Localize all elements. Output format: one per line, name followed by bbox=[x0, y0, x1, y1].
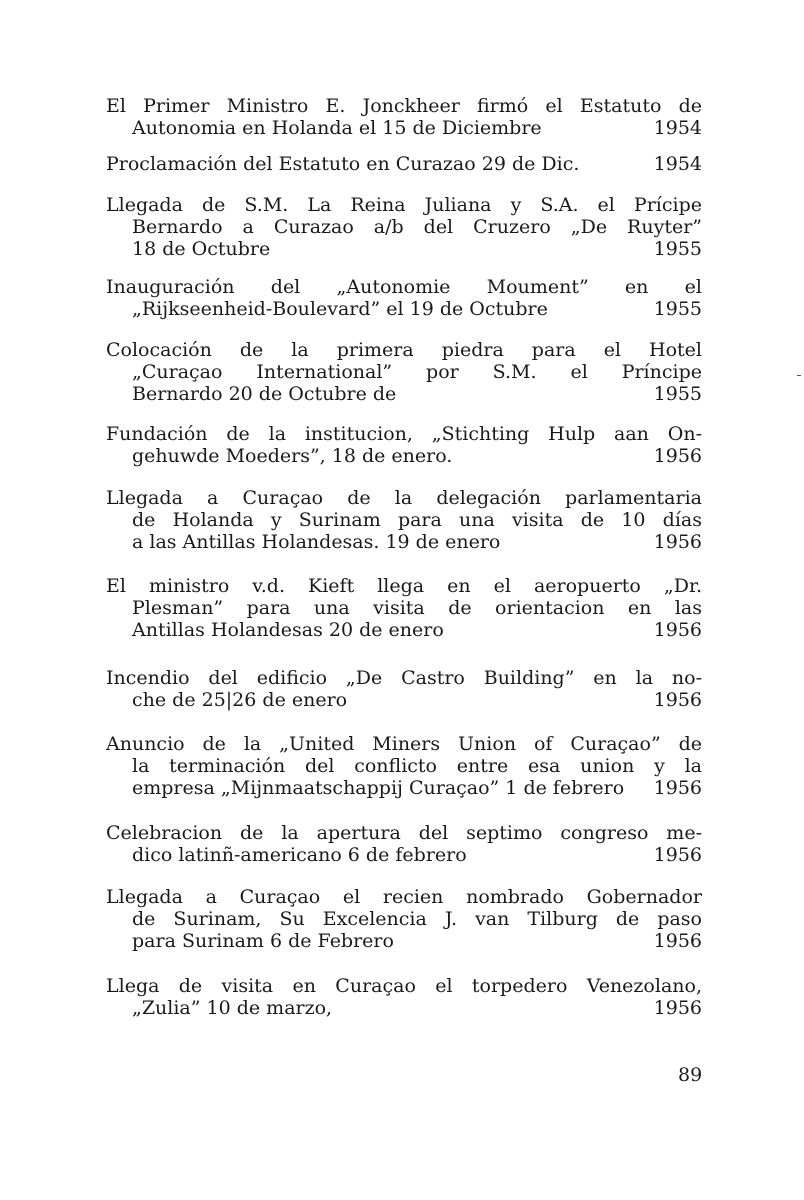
entry-line: Inauguración del „Autonomie Moument” en el bbox=[106, 276, 702, 298]
entry-line bbox=[106, 997, 702, 1019]
entry-line-text: „Zulia” 10 de marzo, bbox=[132, 997, 333, 1019]
chronology-entry bbox=[106, 339, 702, 405]
page-number: 89 bbox=[678, 1064, 703, 1086]
entry-line-text: gehuwde Moeders”, 18 de enero. bbox=[132, 445, 453, 467]
entry-line-text: para Surinam 6 de Febrero bbox=[132, 930, 394, 952]
chronology-entry bbox=[106, 194, 702, 260]
entry-line-text: a las Antillas Holandesas. 19 de enero bbox=[132, 531, 501, 553]
chronology-entry bbox=[106, 667, 702, 711]
chronology-entry bbox=[106, 575, 702, 641]
entry-line-text: Proclamación del Estatuto en Curazao 29 de Dic. bbox=[106, 153, 580, 175]
entry-line bbox=[106, 238, 702, 260]
entry-line bbox=[106, 298, 702, 320]
entry-line: Fundación de la institucion, „Stichting Hulp aan On- bbox=[106, 423, 702, 445]
entry-line: Llegada a Curaçao el recien nombrado Gobernador bbox=[106, 886, 702, 908]
entry-year: 1956 bbox=[653, 531, 702, 553]
entry-line bbox=[106, 777, 702, 799]
entry-line bbox=[106, 153, 702, 175]
chronology-entry bbox=[106, 95, 702, 139]
scan-mark bbox=[797, 375, 801, 376]
entry-year: 1955 bbox=[653, 238, 702, 260]
entry-line-text: 18 de Octubre bbox=[132, 238, 271, 260]
chronology-entry bbox=[106, 733, 702, 799]
entry-year: 1956 bbox=[653, 777, 702, 799]
entry-year: 1954 bbox=[653, 153, 702, 175]
entry-line-text: Autonomia en Holanda el 15 de Diciembre bbox=[132, 117, 542, 139]
entry-line: Llegada de S.M. La Reina Juliana y S.A. el Prícipe bbox=[106, 194, 702, 216]
entry-year: 1956 bbox=[653, 689, 702, 711]
entry-line bbox=[106, 619, 702, 641]
entry-line bbox=[106, 689, 702, 711]
entry-line: Llega de visita en Curaçao el torpedero Venezolano, bbox=[106, 975, 702, 997]
entry-line: „Curaçao International” por S.M. el Príncipe bbox=[132, 361, 702, 383]
entry-line: Incendio del edificio „De Castro Building” en la no- bbox=[106, 667, 702, 689]
entry-line-text: dico latinñ-americano 6 de febrero bbox=[132, 844, 467, 866]
chronology-entry bbox=[106, 276, 702, 320]
entry-year: 1955 bbox=[653, 298, 702, 320]
entry-line bbox=[106, 383, 702, 405]
entry-line-text: Bernardo 20 de Octubre de bbox=[132, 383, 397, 405]
entry-line: Celebracion de la apertura del septimo congreso me- bbox=[106, 822, 702, 844]
entry-line: Plesman” para una visita de orientacion en las bbox=[132, 597, 702, 619]
chronology-entry bbox=[106, 975, 702, 1019]
entry-line bbox=[106, 844, 702, 866]
entry-year: 1956 bbox=[653, 844, 702, 866]
chronology-entry bbox=[106, 423, 702, 467]
entry-line bbox=[106, 531, 702, 553]
entry-line-text: „Rijkseenheid-Boulevard” el 19 de Octubre bbox=[132, 298, 548, 320]
chronology-entry bbox=[106, 487, 702, 553]
entry-line bbox=[106, 117, 702, 139]
entry-line: Colocación de la primera piedra para el Hotel bbox=[106, 339, 702, 361]
chronology-entry bbox=[106, 822, 702, 866]
entry-year: 1955 bbox=[653, 383, 702, 405]
entry-line: de Holanda y Surinam para una visita de 10 días bbox=[132, 509, 702, 531]
entry-line: de Surinam, Su Excelencia J. van Tilburg de paso bbox=[132, 908, 702, 930]
entry-line: la terminación del conflicto entre esa union y la bbox=[132, 755, 702, 777]
entry-year: 1956 bbox=[653, 930, 702, 952]
entry-year: 1956 bbox=[653, 445, 702, 467]
entry-line-text: empresa „Mijnmaatschappij Curaçao” 1 de febrero bbox=[132, 777, 625, 799]
chronology-entry bbox=[106, 886, 702, 952]
chronology-entry bbox=[106, 153, 702, 175]
entry-year: 1954 bbox=[653, 117, 702, 139]
entry-year: 1956 bbox=[653, 997, 702, 1019]
entry-line: El Primer Ministro E. Jonckheer firmó el Estatuto de bbox=[106, 95, 702, 117]
entry-line-text: che de 25|26 de enero bbox=[132, 689, 348, 711]
entry-line: El ministro v.d. Kieft llega en el aeropuerto „Dr. bbox=[106, 575, 702, 597]
entry-line-text: Antillas Holandesas 20 de enero bbox=[132, 619, 444, 641]
entry-line bbox=[106, 445, 702, 467]
entry-line: Anuncio de la „United Miners Union of Curaçao” de bbox=[106, 733, 702, 755]
entry-line bbox=[106, 930, 702, 952]
entry-line: Llegada a Curaçao de la delegación parlamentaria bbox=[106, 487, 702, 509]
entry-line: Bernardo a Curazao a/b del Cruzero „De Ruyter” bbox=[132, 216, 702, 238]
entry-year: 1956 bbox=[653, 619, 702, 641]
